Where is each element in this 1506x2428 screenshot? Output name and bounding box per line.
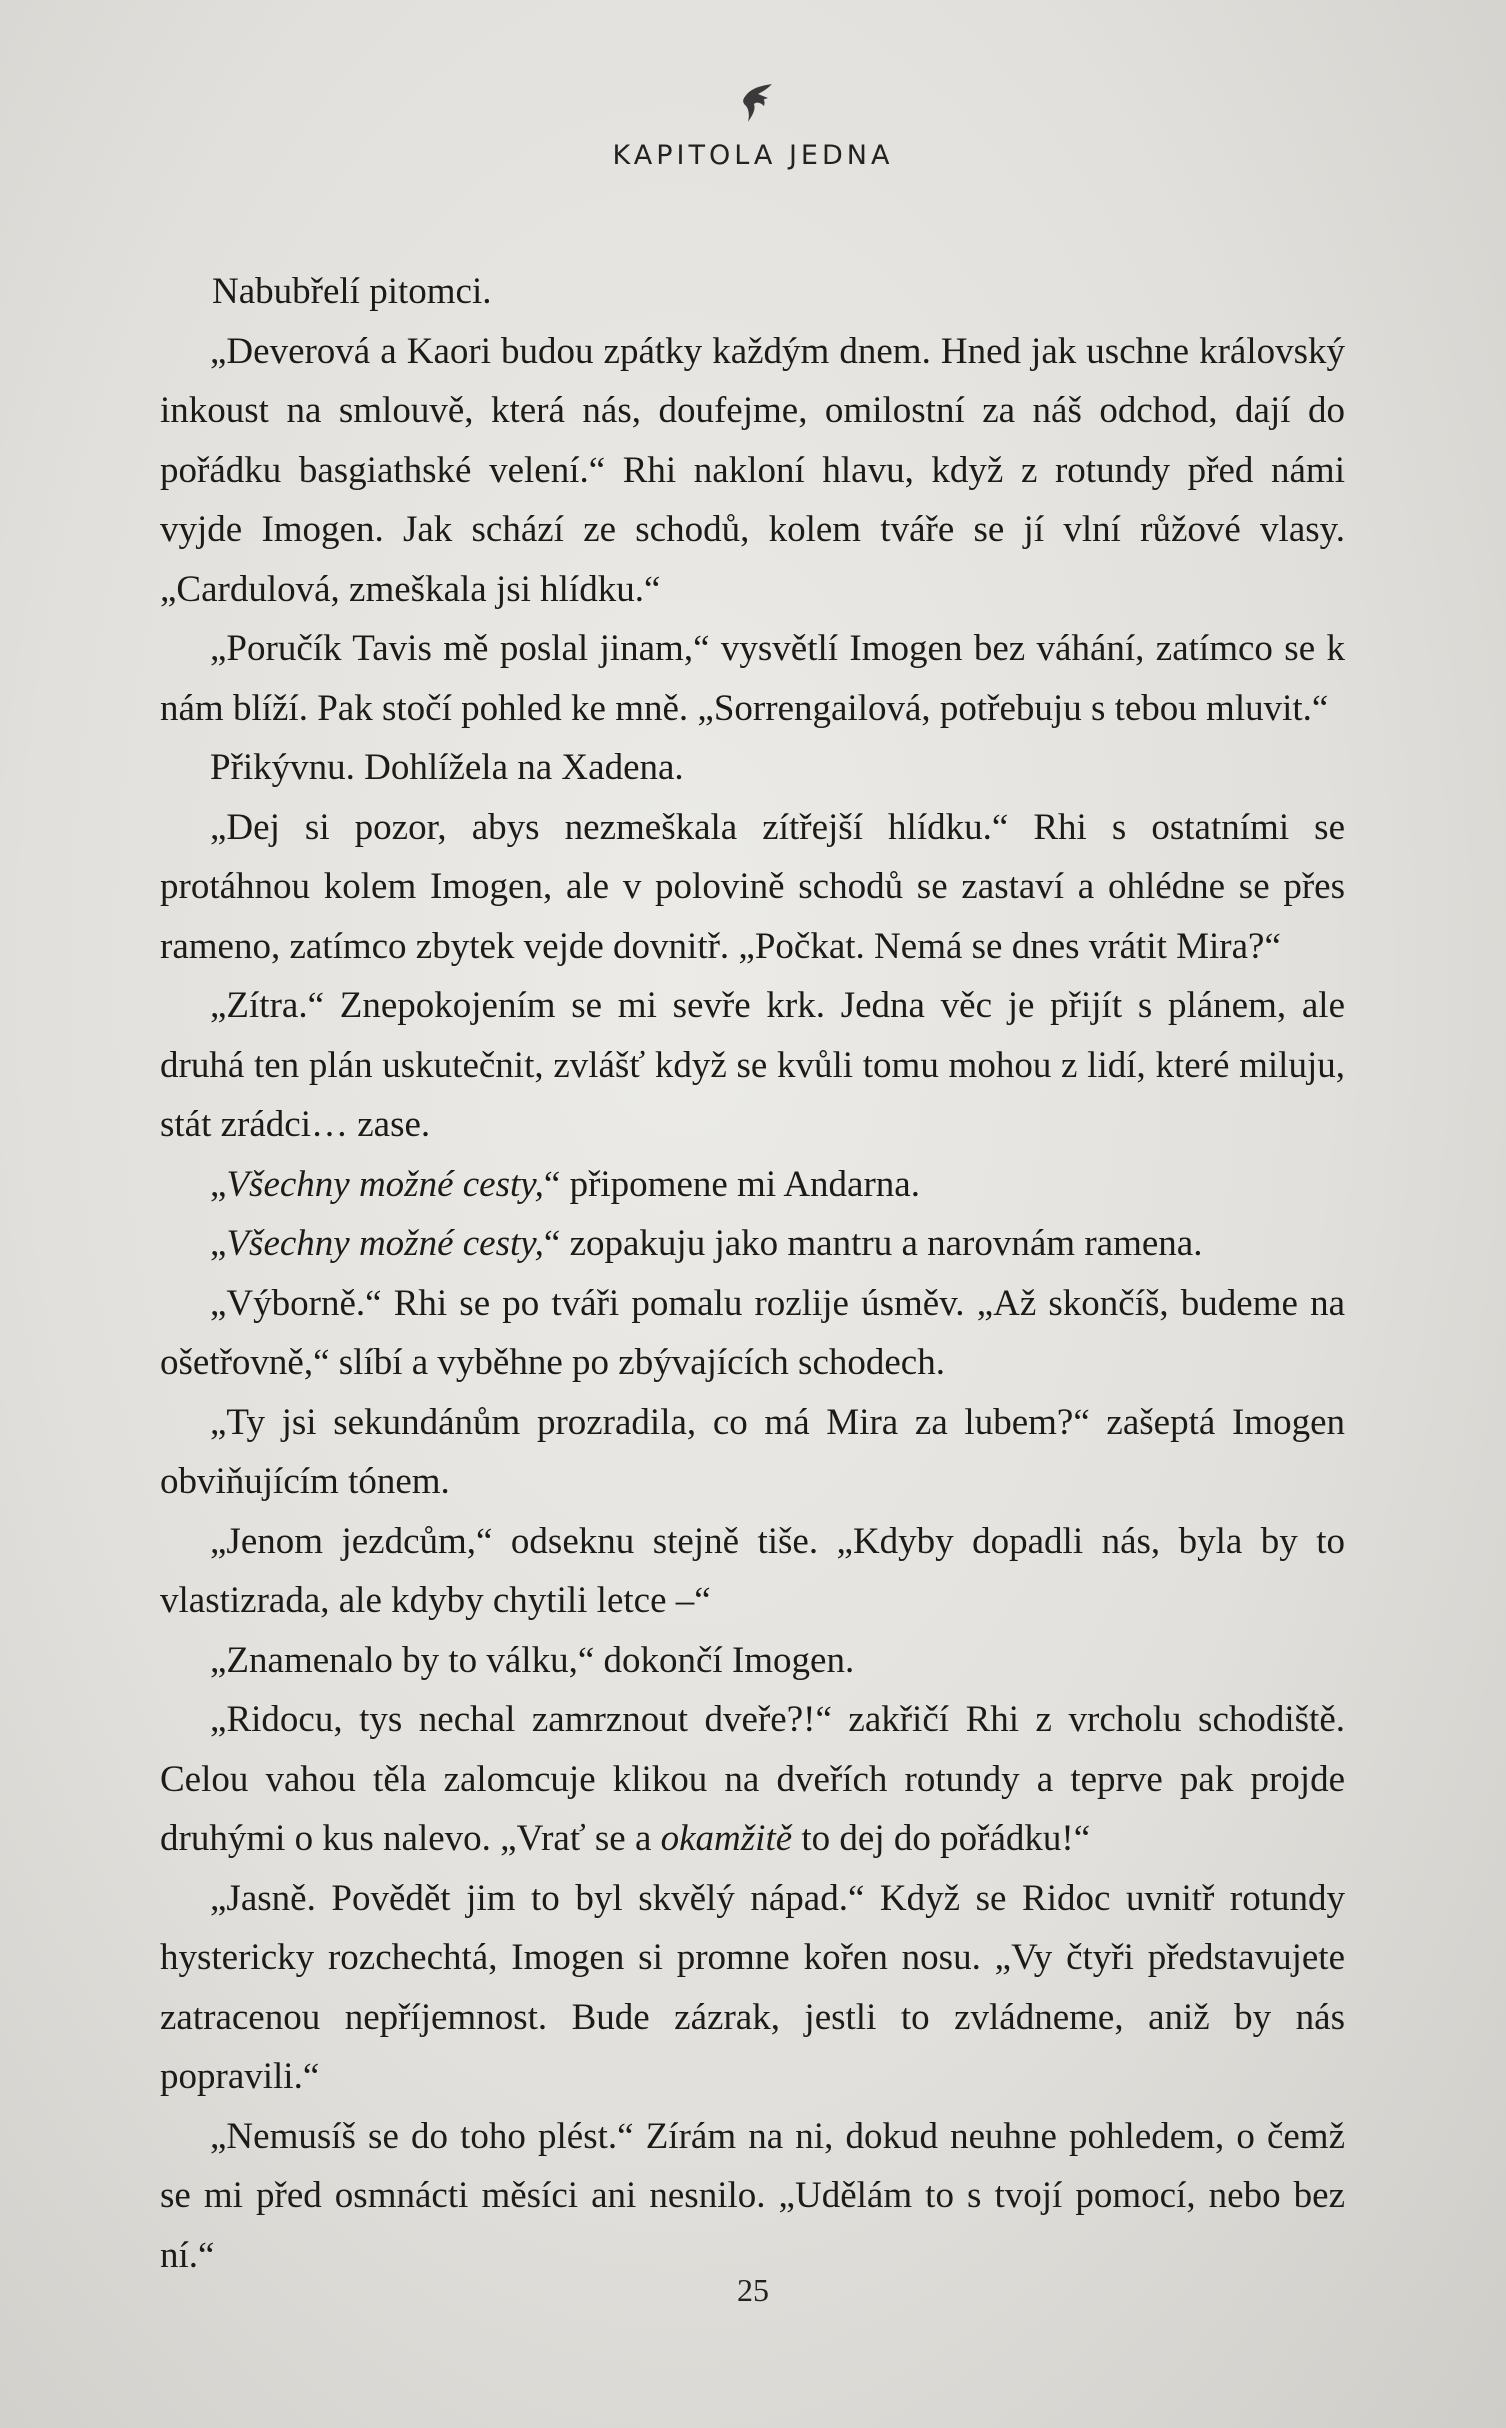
paragraph-rest: to dej do pořádku!“ <box>792 1818 1091 1859</box>
paragraph <box>160 1214 1345 1274</box>
running-head: KAPITOLA JEDNA <box>612 140 894 171</box>
paragraph-rest: “ zopakuju jako mantru a narovnám ramena. <box>543 1223 1203 1264</box>
paragraph: Přikývnu. Dohlížela na Xadena. <box>210 747 684 788</box>
paragraph-rest: “ připomene mi Andarna. <box>543 1163 920 1205</box>
paragraph <box>160 1155 1345 1215</box>
paragraph: „Poručík Tavis mě poslal jinam,“ vysvětlí Imogen bez váhání, zatímco se k nám blíží. Pak stočí pohled ke mně. „Sorrengailová, potřebuju s tebou mluvit.“ <box>160 628 1345 729</box>
page-number: 25 <box>737 2272 769 2308</box>
paragraph: „Jasně. Povědět jim to byl skvělý nápad.“ Když se Ridoc uvnitř rotundy hystericky rozchechtá, Imogen si promne kořen nosu. „Vy čtyři představujete zatracenou nepříjemnost. Bude zázrak, jestli to zvládneme, aniž by nás popravili.“ <box>160 1877 1345 2097</box>
paragraph-open-quote: „ <box>210 1163 227 1205</box>
paragraph-italic: okamžitě <box>660 1818 793 1859</box>
paragraph: Nabubřelí pitomci. <box>212 271 492 312</box>
paragraph: „Ty jsi sekundánům prozradila, co má Mira za lubem?“ zašeptá Imogen obviňujícím tónem. <box>160 1401 1345 1502</box>
paragraph <box>160 1690 1345 1869</box>
paragraph: „Dej si pozor, abys nezmeškala zítřejší hlídku.“ Rhi s ostatními se protáhnou kolem Imogen, ale v polovině schodů se zastaví a ohlédne se přes rameno, zatímco zbytek vejde dovnitř. „Počkat. Nemá se dnes vrátit Mira?“ <box>160 806 1345 967</box>
paragraph-italic: Všechny možné cesty, <box>226 1223 544 1264</box>
paragraph: „Jenom jezdcům,“ odseknu stejně tiše. „Kdyby dopadli nás, byla by to vlastizrada, ale kdyby chytili letce –“ <box>160 1520 1345 1621</box>
chapter-text <box>160 262 1345 2285</box>
paragraph-open-quote: „ <box>210 1699 227 1740</box>
paragraph: „Výborně.“ Rhi se po tváři pomalu rozlije úsměv. „Až skončíš, budeme na ošetřovně,“ slíbí a vyběhne po zbývajících schodech. <box>160 1282 1345 1383</box>
paragraph: „Nemusíš se do toho plést.“ Zírám na ni, dokud neuhne pohledem, o čemž se mi před osmnácti měsíci ani nesnilo. „Udělám to s tvojí pomocí, nebo bez ní.“ <box>160 2115 1345 2276</box>
paragraph: „Zítra.“ Znepokojením se mi sevře krk. Jedna věc je přijít s plánem, ale druhá ten plán uskutečnit, zvlášť když se kvůli tomu mohou z lidí, které miluju, stát zrádci… zase. <box>160 985 1345 1145</box>
paragraph-open-quote: „ <box>210 1223 227 1264</box>
paragraph-text: Ridocu, tys nechal zamrznout dveře?!“ zakřičí Rhi z vrcholu schodiště. Celou vahou těla zalomcuje klikou na dveřích rotundy a teprve pak projde druhými o kus nalevo. „Vrať se a <box>160 1699 1345 1859</box>
paragraph-italic: Všechny možné cesty, <box>226 1163 544 1205</box>
paragraph: „Deverová a Kaori budou zpátky každým dnem. Hned jak uschne královský inkoust na smlouvě, která nás, doufejme, omilostní za náš odchod, dají do pořádku basgiathské velení.“ Rhi nakloní hlavu, když z rotundy před námi vyjde Imogen. Jak schází ze schodů, kolem tváře se jí vlní růžové vlasy. „Cardulová, zmeškala jsi hlídku.“ <box>160 330 1345 610</box>
paragraph: „Znamenalo by to válku,“ dokončí Imogen. <box>210 1639 855 1681</box>
dragon-icon <box>738 80 778 126</box>
